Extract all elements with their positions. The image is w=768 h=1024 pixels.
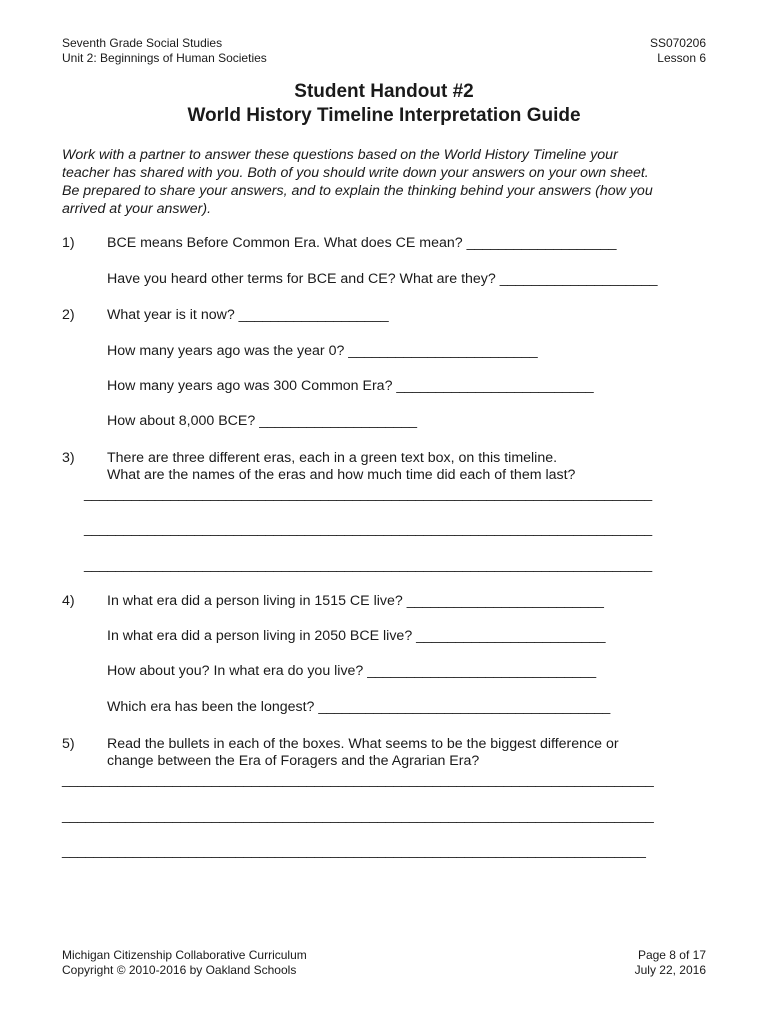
answer-line-5-3: __________________________________________________________________________	[62, 843, 646, 859]
unit-name: Unit 2: Beginnings of Human Societies	[62, 51, 267, 65]
question-4-number: 4)	[62, 593, 75, 609]
answer-line-3-3: ________________________________________________________________________	[84, 557, 653, 573]
question-2d: How about 8,000 BCE? ____________________	[107, 413, 418, 429]
instruction-line: teacher has shared with you. Both of you should write down your answers on your own sheet.	[62, 165, 649, 181]
question-5a: Read the bullets in each of the boxes. What seems to be the biggest difference or	[107, 736, 619, 752]
question-2c: How many years ago was 300 Common Era? _________________________	[107, 378, 594, 394]
instruction-line: arrived at your answer).	[62, 201, 212, 217]
footer-org: Michigan Citizenship Collaborative Curriculum	[62, 948, 307, 962]
footer-date: July 22, 2016	[634, 963, 706, 977]
question-1-number: 1)	[62, 235, 75, 251]
question-5b: change between the Era of Foragers and the Agrarian Era?	[107, 753, 480, 769]
answer-line-5-2: ___________________________________________________________________________	[62, 808, 654, 824]
question-1a: BCE means Before Common Era. What does CE mean? ___________________	[107, 235, 617, 251]
question-3a: There are three different eras, each in a green text box, on this timeline.	[107, 450, 558, 466]
course-code: SS070206	[649, 36, 706, 50]
question-2a: What year is it now? ___________________	[107, 307, 389, 323]
title-line-1: Student Handout #2	[294, 81, 474, 102]
footer-left	[62, 948, 307, 978]
instruction-line: Be prepared to share your answers, and to explain the thinking behind your answers (how you	[62, 183, 653, 199]
answer-line-5-1: ___________________________________________________________________________	[62, 772, 654, 788]
footer-right	[635, 948, 706, 978]
question-1b: Have you heard other terms for BCE and CE? What are they? ____________________	[107, 271, 658, 287]
header-right	[650, 36, 706, 66]
footer-copyright: Copyright © 2010-2016 by Oakland Schools	[62, 963, 297, 977]
header-left	[62, 36, 267, 66]
question-4b: In what era did a person living in 2050 BCE live? ________________________	[107, 628, 606, 644]
course-name: Seventh Grade Social Studies	[62, 36, 223, 50]
question-5-number: 5)	[62, 736, 75, 752]
question-4c: How about you? In what era do you live? _____________________________	[107, 663, 597, 679]
title-line-2: World History Timeline Interpretation Guide	[187, 105, 581, 126]
question-2-number: 2)	[62, 307, 75, 323]
lesson-number: Lesson 6	[657, 51, 706, 65]
page-title	[0, 80, 768, 128]
page-number: Page 8 of 17	[637, 948, 706, 962]
question-4a: In what era did a person living in 1515 CE live? _________________________	[107, 593, 604, 609]
question-3b: What are the names of the eras and how much time did each of them last?	[107, 467, 576, 483]
question-2b: How many years ago was the year 0? ________________________	[107, 343, 538, 359]
question-4d: Which era has been the longest? _____________________________________	[107, 699, 611, 715]
instructions	[62, 146, 712, 218]
instruction-line: Work with a partner to answer these questions based on the World History Timeline your	[62, 147, 618, 163]
answer-line-3-1: ________________________________________________________________________	[84, 486, 653, 502]
question-3-number: 3)	[62, 450, 75, 466]
answer-line-3-2: ________________________________________________________________________	[84, 521, 653, 537]
